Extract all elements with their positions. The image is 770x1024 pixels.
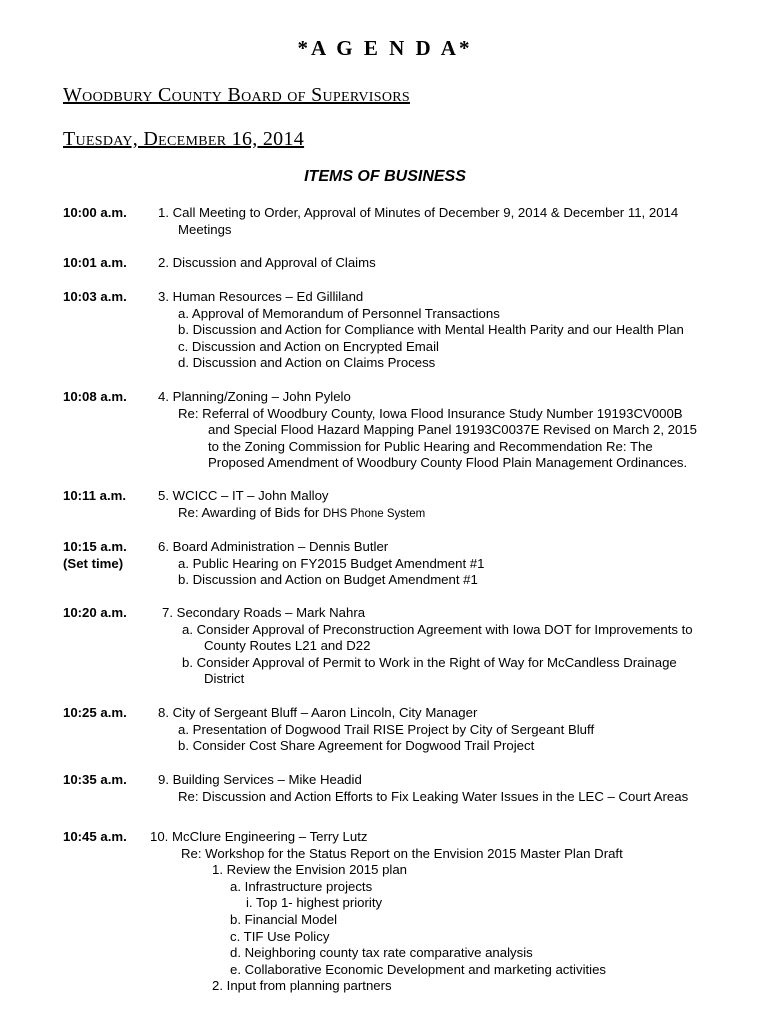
item-line: 2. Discussion and Approval of Claims bbox=[158, 255, 376, 270]
item-body bbox=[158, 488, 748, 522]
item-time: 10:15 a.m. bbox=[63, 539, 127, 554]
item-line: e. Collaborative Economic Development and marketing activities bbox=[230, 961, 607, 977]
item-line: 7. Secondary Roads – Mark Nahra bbox=[162, 605, 366, 620]
item-line: 2. Input from planning partners bbox=[212, 978, 392, 994]
item-line: Re: Workshop for the Status Report on the Envision 2015 Master Plan Draft bbox=[181, 845, 623, 861]
item-time: 10:35 a.m. bbox=[63, 772, 127, 787]
item-line: b. Discussion and Action on Budget Amendment #1 bbox=[178, 572, 478, 588]
item-line: Re: Referral of Woodbury County, Iowa Flood Insurance Study Number 19193CV000B bbox=[178, 405, 683, 421]
item-line: 4. Planning/Zoning – John Pylelo bbox=[158, 389, 351, 404]
item-line: d. Neighboring county tax rate comparative analysis bbox=[230, 945, 533, 961]
item-line: 9. Building Services – Mike Headid bbox=[158, 772, 362, 787]
item-line: Re: Discussion and Action Efforts to Fix Leaking Water Issues in the LEC – Court Areas bbox=[178, 788, 689, 804]
item-line: to the Zoning Commission for Public Hearing and Recommendation Re: The bbox=[208, 438, 653, 454]
item-line: b. Discussion and Action for Compliance with Mental Health Parity and our Health Plan bbox=[178, 322, 684, 338]
item-line-small: DHS Phone System bbox=[322, 507, 426, 520]
board-name: Woodbury County Board of Supervisors bbox=[63, 84, 410, 106]
item-body bbox=[158, 705, 748, 755]
item-line: a. Infrastructure projects bbox=[230, 878, 373, 894]
item-time: 10:25 a.m. bbox=[63, 705, 127, 720]
item-line: and Special Flood Hazard Mapping Panel 19193C0037E Revised on March 2, 2015 bbox=[208, 422, 697, 438]
item-line: b. Consider Approval of Permit to Work in the Right of Way for McCandless Drainage bbox=[182, 654, 677, 670]
item-line: Re: Awarding of Bids for bbox=[178, 504, 320, 520]
item-time: 10:20 a.m. bbox=[63, 605, 127, 620]
item-line: County Routes L21 and D22 bbox=[204, 638, 371, 654]
item-line: 3. Human Resources – Ed Gilliland bbox=[158, 289, 364, 304]
item-time: 10:08 a.m. bbox=[63, 389, 127, 404]
item-time: 10:03 a.m. bbox=[63, 289, 127, 304]
item-line: a. Approval of Memorandum of Personnel Transactions bbox=[178, 305, 500, 321]
item-line: d. Discussion and Action on Claims Process bbox=[178, 355, 436, 371]
item-line: Proposed Amendment of Woodbury County Flood Plain Management Ordinances. bbox=[208, 455, 688, 471]
item-body bbox=[158, 255, 748, 272]
item-body bbox=[158, 772, 748, 805]
item-line: c. TIF Use Policy bbox=[230, 928, 330, 944]
item-time: 10:45 a.m. bbox=[63, 829, 127, 844]
item-line: 8. City of Sergeant Bluff – Aaron Lincoln, City Manager bbox=[158, 705, 478, 720]
item-line: 1. Review the Envision 2015 plan bbox=[212, 862, 408, 878]
item-body bbox=[158, 389, 748, 472]
item-line: c. Discussion and Action on Encrypted Email bbox=[178, 338, 439, 354]
item-line: a. Presentation of Dogwood Trail RISE Project by City of Sergeant Bluff bbox=[178, 721, 595, 737]
item-time: 10:01 a.m. bbox=[63, 255, 127, 270]
item-body bbox=[158, 539, 748, 589]
item-body bbox=[158, 289, 748, 372]
item-body bbox=[158, 205, 748, 238]
item-body bbox=[158, 605, 748, 688]
item-line: b. Financial Model bbox=[230, 911, 338, 927]
item-line: i. Top 1- highest priority bbox=[246, 895, 383, 911]
item-time: 10:00 a.m. bbox=[63, 205, 127, 220]
meeting-date: Tuesday, December 16, 2014 bbox=[63, 128, 305, 150]
agenda-title: *A G E N D A* bbox=[297, 36, 473, 60]
item-line: 10. McClure Engineering – Terry Lutz bbox=[150, 829, 368, 844]
item-time: 10:11 a.m. bbox=[63, 488, 127, 503]
item-line: 6. Board Administration – Dennis Butler bbox=[158, 539, 389, 554]
item-line: Meetings bbox=[178, 221, 232, 237]
item-body bbox=[150, 829, 740, 995]
item-line: a. Public Hearing on FY2015 Budget Amendment #1 bbox=[178, 555, 485, 571]
item-time-note: (Set time) bbox=[63, 556, 124, 571]
item-line: 5. WCICC – IT – John Malloy bbox=[158, 488, 329, 503]
item-line: 1. Call Meeting to Order, Approval of Minutes of December 9, 2014 & December 11, 2014 bbox=[158, 205, 679, 220]
item-line: a. Consider Approval of Preconstruction Agreement with Iowa DOT for Improvements to bbox=[182, 621, 693, 637]
item-line: District bbox=[204, 671, 245, 687]
item-line: b. Consider Cost Share Agreement for Dogwood Trail Project bbox=[178, 738, 535, 754]
section-heading: ITEMS OF BUSINESS bbox=[304, 168, 466, 185]
